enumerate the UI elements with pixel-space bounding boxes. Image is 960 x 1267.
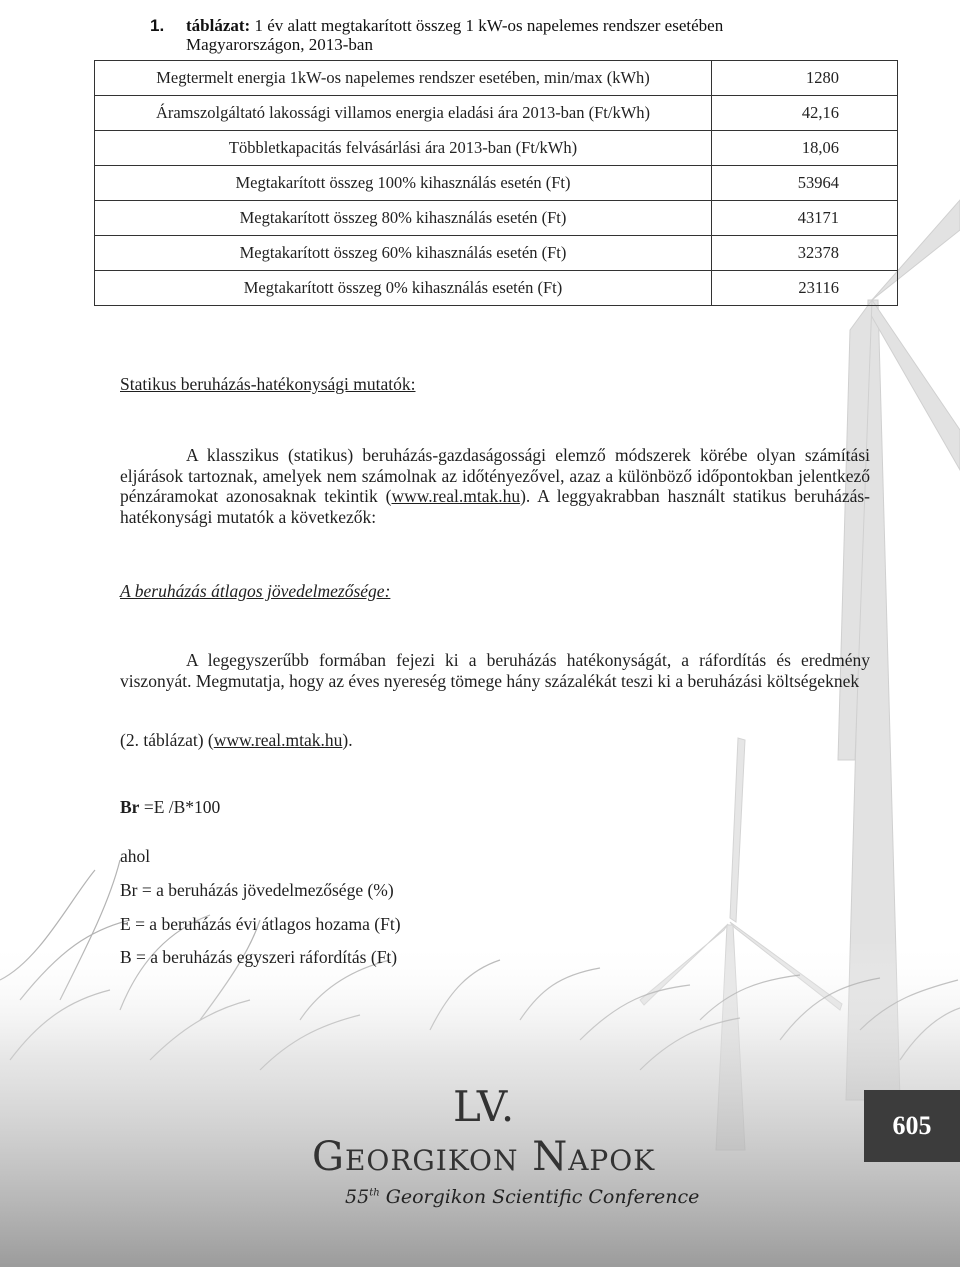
row-label: Megtakarított összeg 60% kihasználás esetén (Ft) bbox=[95, 236, 712, 271]
formula-definition: Br = a beruházás jövedelmezősége (%) bbox=[120, 880, 394, 900]
row-value: 53964 bbox=[712, 166, 898, 201]
paragraph-text: A klasszikus (statikus) beruházás-gazdaságossági elemző módszerek körébe olyan számítási eljárások tartoznak, amelyek nem számolnak az időtényezővel, azaz a különböző időpontokban jelentkező pénzáramokat azonosaknak tekintik ( bbox=[120, 445, 870, 506]
row-value: 43171 bbox=[712, 201, 898, 236]
row-label: Többletkapacitás felvásárlási ára 2013-ban (Ft/kWh) bbox=[95, 131, 712, 166]
formula-expression: =E /B*100 bbox=[139, 797, 221, 817]
formula-symbol: Br bbox=[120, 797, 140, 817]
table-row bbox=[95, 201, 898, 236]
subtitle-ordinal: th bbox=[369, 1187, 380, 1199]
subtitle-number: 55 bbox=[345, 1186, 370, 1208]
footer-edition: LV. bbox=[453, 1082, 516, 1131]
savings-table bbox=[94, 60, 898, 306]
row-value: 23116 bbox=[712, 271, 898, 306]
footer-conference-title: Georgikon Napok bbox=[312, 1134, 656, 1180]
paragraph-text: A legegyszerűbb formában fejezi ki a beruházás hatékonyságát, a ráfordítás és eredmény viszonyát. Megmutatja, hogy az éves nyereség tömege hány százalékát teszi ki a beruházási költségeknek bbox=[120, 650, 870, 691]
caption-label: táblázat: bbox=[186, 16, 251, 35]
reference-link[interactable]: www.real.mtak.hu bbox=[213, 730, 343, 750]
table-row bbox=[95, 131, 898, 166]
formula-definition: E = a beruházás évi átlagos hozama (Ft) bbox=[120, 914, 401, 934]
table-row bbox=[95, 61, 898, 96]
row-value: 1280 bbox=[712, 61, 898, 96]
formula-definition: B = a beruházás egyszeri ráfordítás (Ft) bbox=[120, 947, 398, 967]
row-label: Megtakarított összeg 100% kihasználás esetén (Ft) bbox=[95, 166, 712, 201]
reference-text: (2. táblázat) ( bbox=[120, 730, 214, 750]
subtitle-text: Georgikon Scientific Conference bbox=[379, 1186, 700, 1208]
row-label: Megtakarított összeg 0% kihasználás esetén (Ft) bbox=[95, 271, 712, 306]
row-label: Megtakarított összeg 80% kihasználás esetén (Ft) bbox=[95, 201, 712, 236]
paragraph-profitability bbox=[120, 650, 870, 691]
reference-text: ). bbox=[342, 730, 353, 750]
page-number: 605 bbox=[864, 1090, 960, 1162]
footer-conference-subtitle bbox=[345, 1186, 699, 1208]
caption-text-line1: 1 év alatt megtakarított összeg 1 kW-os napelemes rendszer esetében bbox=[254, 16, 724, 35]
table-row bbox=[95, 236, 898, 271]
row-value: 42,16 bbox=[712, 96, 898, 131]
section-heading-average-profitability: A beruházás átlagos jövedelmezősége: bbox=[120, 581, 391, 601]
formula-where: ahol bbox=[120, 846, 151, 866]
caption-text-line2: Magyarországon, 2013-ban bbox=[186, 35, 373, 54]
paragraph-reference bbox=[120, 730, 353, 751]
caption-number: 1. bbox=[150, 16, 165, 35]
section-heading-static-indicators: Statikus beruházás-hatékonysági mutatók: bbox=[120, 374, 416, 394]
row-label: Áramszolgáltató lakossági villamos energia eladási ára 2013-ban (Ft/kWh) bbox=[95, 96, 712, 131]
table-row bbox=[95, 96, 898, 131]
row-value: 18,06 bbox=[712, 131, 898, 166]
table-row bbox=[95, 271, 898, 306]
paragraph-static-methods bbox=[120, 445, 870, 527]
table-caption bbox=[150, 16, 850, 54]
table-row bbox=[95, 166, 898, 201]
paragraph-text: ). A leggyakrabban használt statikus beruházás-hatékonysági mutatók a következők: bbox=[120, 486, 871, 527]
row-label: Megtermelt energia 1kW-os napelemes rendszer esetében, min/max (kWh) bbox=[95, 61, 712, 96]
reference-link[interactable]: www.real.mtak.hu bbox=[391, 486, 521, 506]
row-value: 32378 bbox=[712, 236, 898, 271]
formula bbox=[120, 797, 220, 818]
